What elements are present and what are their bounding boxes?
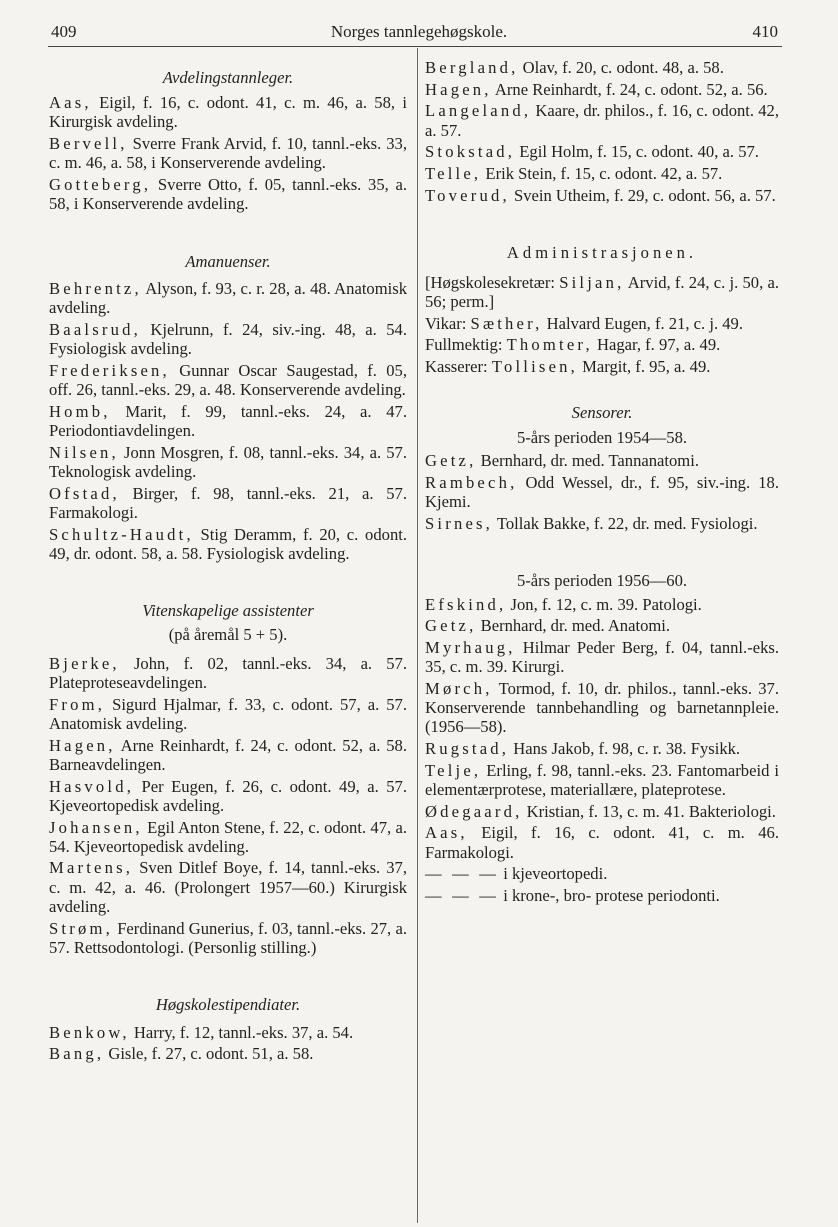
entry-details: Kaare, dr. philos., f. 16, c. odont. 42, a. 57. [425,101,779,140]
list-item [425,802,779,821]
entry-details: Harry, f. 12, tannl.-eks. 37, a. 54. [129,1022,354,1042]
sensorer-list-1 [425,451,779,533]
entry-name: Schultz-Haudt, [49,524,194,544]
entry-name: Myrhaug, [425,637,516,657]
list-item [49,484,407,522]
entry-details: Per Eugen, f. 26, c. odont. 49, a. 57. Kjeveortopedisk avdeling. [49,776,407,815]
list-item [425,823,779,861]
entry-role: Kasserer: [425,356,492,376]
administrasjonen-list [425,273,779,377]
entry-details: Hagar, f. 97, a. 49. [592,335,721,355]
entry-name: Bjerke, [49,653,120,673]
entry-name: Telje, [425,760,482,780]
entry-name: Rambech, [425,472,518,492]
entry-name: Rugstad, [425,738,510,758]
entry-details: Tormod, f. 10, dr. philos., tannl.-eks. 37. Konserverende tannbehandling og barnetannpleie. (1956—58). [425,678,779,737]
list-item [425,164,779,183]
list-item [425,58,779,77]
entry-name: Johansen, [49,817,143,837]
entry-details: Tollak Bakke, f. 22, dr. med. Fysiologi. [493,513,758,533]
entry-details: Ferdinand Gunerius, f. 03, tannl.-eks. 27, a. 57. Rettsodontologi. (Personlig stilling.) [49,918,407,957]
left-column [49,58,407,1066]
list-item [425,101,779,139]
page-header [0,0,838,46]
entry-name: Getz, [425,616,477,636]
entry-name: Hagen, [49,735,116,755]
page-number-right: 410 [752,22,778,41]
list-item [425,595,779,614]
entry-details: Arne Reinhardt, f. 24, c. odont. 52, a. 56. [491,79,768,99]
list-item [425,679,779,737]
list-item [49,695,407,733]
list-item [425,451,779,470]
page-number-left: 409 [51,22,77,41]
list-item [49,279,407,317]
entry-details: i kjeveortopedi. [499,864,608,884]
entry-name: Sirnes, [425,513,494,533]
entry-name: Ødegaard, [425,801,523,821]
column-divider [417,48,418,1223]
header-rule [48,46,782,47]
entry-details: Eigil, f. 16, c. odont. 41, c. m. 46, a. 58, i Kirurgisk avdeling. [49,93,407,132]
list-item [49,919,407,957]
entry-name: Tollisen, [491,356,578,376]
entry-details: Halvard Eugen, f. 21, c. j. 49. [542,313,743,333]
list-item [49,818,407,856]
entry-details: Eigil, f. 16, c. odont. 41, c. m. 46. Farmakologi. [425,823,779,862]
section-subtitle-aremal: (på åremål 5 + 5). [168,624,288,644]
entry-details: Sverre Otto, f. 05, tannl.-eks. 35, a. 58, i Konserverende avdeling. [49,175,407,214]
stipendiater-list [49,1023,407,1064]
entry-name: Siljan, [559,272,625,292]
amanuenser-list [49,279,407,563]
entry-role: Fullmektig: [425,335,507,355]
entry-name: — — — [425,885,500,905]
entry-details: Erik Stein, f. 15, c. odont. 42, a. 57. [481,164,723,184]
right-column [425,58,779,908]
list-item [425,314,779,333]
entry-name: Bergland, [425,58,519,77]
entry-details: Sven Ditlef Boye, f. 14, tannl.-eks. 37, c. m. 42, a. 46. (Prolongert 1957—60.) Kirurgisk avdeling. [49,858,407,916]
list-item [425,739,779,758]
list-item [49,654,407,692]
list-item [49,402,407,440]
section-title-avdelingstannleger: Avdelingstannleger. [162,68,294,87]
entry-name: Bervell, [49,134,128,154]
entry-role: Vikar: [425,313,471,333]
entry-name: Bang, [49,1044,105,1064]
section-title-vitenskapelige: Vitenskapelige assistenter [142,601,314,621]
sensorer-period-2: 5-års perioden 1956—60. [516,571,688,591]
entry-name: Behrentz, [49,279,142,299]
entry-details: Gisle, f. 27, c. odont. 51, a. 58. [104,1044,314,1064]
entry-name: Ofstad, [49,483,120,503]
list-item [49,443,407,481]
entry-name: Sæther, [470,313,543,333]
entry-details: Egil Holm, f. 15, c. odont. 40, a. 57. [515,142,759,162]
entry-details: Jon, f. 12, c. m. 39. Patologi. [506,594,702,614]
entry-name: Telle, [425,164,482,184]
entry-name: Martens, [49,858,134,878]
list-item [425,273,779,311]
list-item [425,80,779,99]
entry-name: Benkow, [49,1022,130,1042]
entry-details: Marit, f. 99, tannl.-eks. 24, a. 47. Periodontiavdelingen. [49,401,407,441]
entry-details: i krone-, bro- protese periodonti. [499,885,720,905]
entry-details: Stig Deramm, f. 20, c. odont. 49, dr. odont. 58, a. 58. Fysiologisk avdeling. [49,524,407,563]
entry-details: Hilmar Peder Berg, f. 04, tannl.-eks. 35, c. m. 39. Kirurgi. [425,637,779,677]
entry-details: Bernhard, dr. med. Anatomi. [476,616,671,636]
section-title-stipendiater: Høgskolestipendiater. [155,995,301,1015]
list-item [425,616,779,635]
avdeling-list [49,93,407,213]
entry-details: Kristian, f. 13, c. m. 41. Bakteriologi. [522,801,776,821]
entry-name: Getz, [425,451,477,471]
list-item [49,93,407,131]
entry-details: Arvid, f. 24, c. j. 50, a. 56; perm.] [425,272,779,311]
entry-details: Jonn Mosgren, f. 08, tannl.-eks. 34, a. 57. Teknologisk avdeling. [49,442,407,481]
entry-name: Gotteberg, [49,175,152,195]
entry-details: Svein Utheim, f. 29, c. odont. 56, a. 57. [509,185,776,205]
entry-details: Odd Wessel, dr., f. 95, siv.-ing. 18. Kjemi. [425,472,779,511]
entry-name: Strøm, [49,918,113,938]
entry-name: Thomter, [506,335,593,355]
list-item [49,1023,407,1042]
list-item [425,638,779,676]
entry-details: Gunnar Oscar Saugestad, f. 05, off. 26, tannl.-eks. 29, a. 48. Konserverende avdeling. [49,360,407,400]
entry-details: Bernhard, dr. med. Tannanatomi. [476,451,699,471]
list-item [49,320,407,358]
entry-details: Hans Jakob, f. 98, c. r. 38. Fysikk. [509,738,741,758]
list-item [425,761,779,799]
continued-list [425,58,779,205]
list-item [425,142,779,161]
vitenskapelige-list [49,654,407,957]
entry-name: From, [49,694,106,714]
entry-details: John, f. 02, tannl.-eks. 34, a. 57. Plateproteseavdelingen. [49,653,407,693]
list-item [425,886,779,905]
entry-name: Baalsrud, [49,320,141,340]
section-title-amanuenser: Amanuenser. [185,251,271,271]
entry-role: [Høgskolesekretær: [425,272,560,292]
entry-name: — — — [425,864,500,884]
running-title: Norges tannlegehøgskole. [330,22,508,41]
list-item [425,186,779,205]
entry-name: Mørch, [425,678,493,698]
sensorer-period-1: 5-års perioden 1954—58. [516,427,688,447]
entry-name: Aas, [49,93,92,113]
list-item [49,361,407,399]
entry-details: Erling, f. 98, tannl.-eks. 23. Fantomarbeid i elementærprotese, materiallære, plateprotese. [425,760,779,799]
entry-details: Margit, f. 95, a. 49. [578,356,711,376]
entry-name: Stokstad, [425,142,516,162]
entry-name: Hagen, [425,79,492,99]
list-item [49,175,407,213]
entry-name: Langeland, [425,101,532,121]
entry-name: Toverud, [425,185,510,205]
list-item [49,1044,407,1063]
entry-name: Hasvold, [49,776,135,796]
entry-details: Sverre Frank Arvid, f. 10, tannl.-eks. 33, c. m. 46, a. 58, i Konserverende avdeling. [49,134,407,173]
entry-details: Kjelrunn, f. 24, siv.-ing. 48, a. 54. Fysiologisk avdeling. [49,320,407,359]
entry-name: Aas, [425,823,468,843]
entry-name: Frederiksen, [49,360,170,380]
list-item [49,134,407,172]
list-item [425,473,779,511]
entry-details: Egil Anton Stene, f. 22, c. odont. 47, a. 54. Kjeveortopedisk avdeling. [49,817,407,856]
list-item [425,357,779,376]
entry-name: Efskind, [425,594,507,614]
list-item [425,864,779,883]
list-item [49,525,407,563]
section-title-sensorer: Sensorer. [571,402,633,422]
list-item [49,777,407,815]
entry-details: Birger, f. 98, tannl.-eks. 21, a. 57. Farmakologi. [49,483,407,522]
entry-details: Arne Reinhardt, f. 24, c. odont. 52, a. 58. Barneavdelingen. [49,735,407,774]
entry-name: Homb, [49,401,111,421]
entry-details: Sigurd Hjalmar, f. 33, c. odont. 57, a. 57. Anatomisk avdeling. [49,694,407,733]
list-item [425,514,779,533]
section-title-administrasjonen: Administrasjonen. [506,243,698,263]
entry-details: Olav, f. 20, c. odont. 48, a. 58. [518,58,724,77]
list-item [425,335,779,354]
sensorer-list-2 [425,595,779,906]
entry-name: Nilsen, [49,442,119,462]
list-item [49,736,407,774]
entry-details: Alyson, f. 93, c. r. 28, a. 48. Anatomisk avdeling. [49,279,407,318]
list-item [49,858,407,916]
